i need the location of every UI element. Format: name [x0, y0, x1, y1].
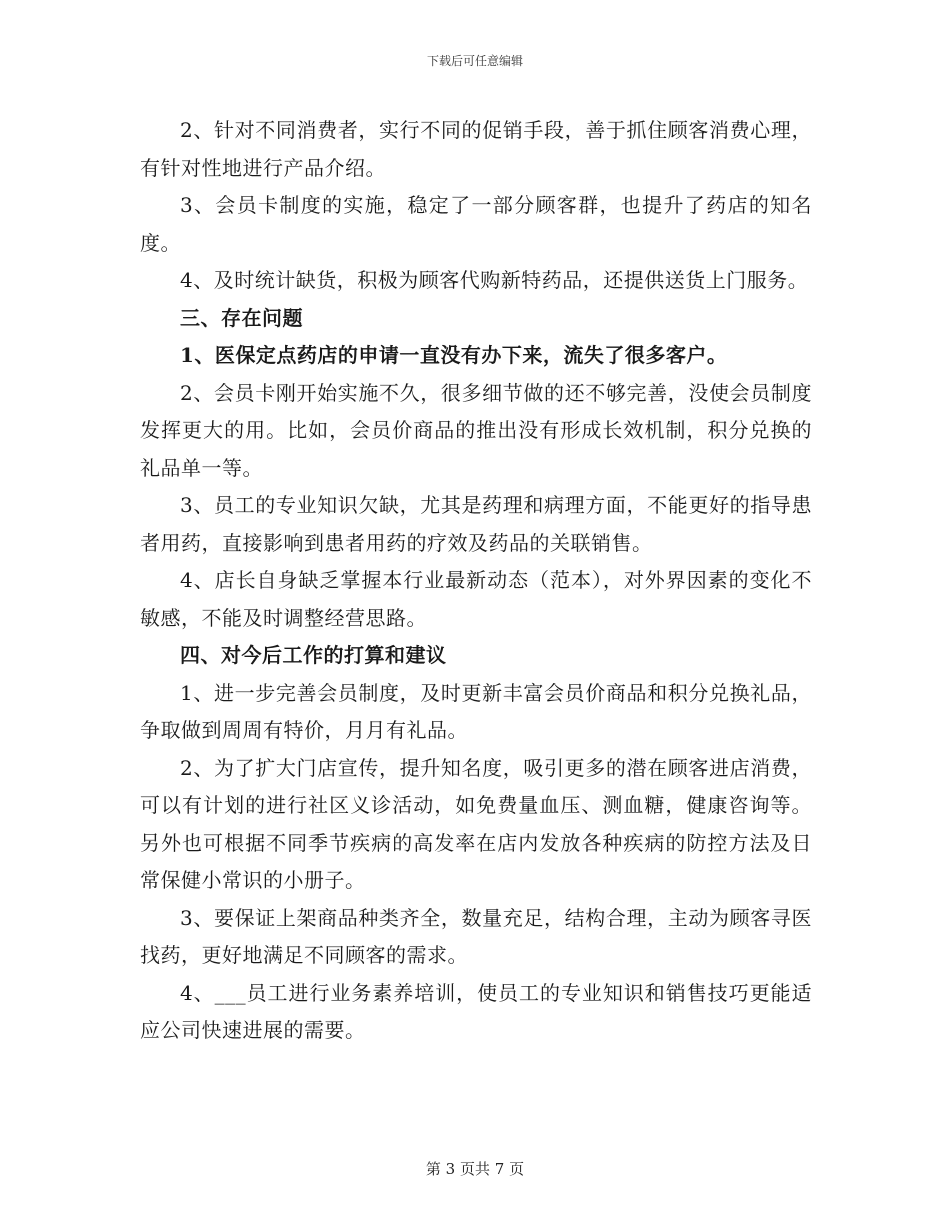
- paragraph: 3、会员卡制度的实施，稳定了一部分顾客群，也提升了药店的知名度。: [140, 193, 812, 255]
- paragraph-bold: 1、医保定点药店的申请一直没有办下来，流失了很多客户。: [180, 343, 728, 367]
- page-number: 第 3 页共 7 页: [425, 1160, 525, 1178]
- paragraph: 1、进一步完善会员制度，及时更新丰富会员价商品和积分兑换礼品，争取做到周周有特价，月月有礼品。: [140, 680, 812, 742]
- paragraph: 4、及时统计缺货，积极为顾客代购新特药品，还提供送货上门服务。: [180, 268, 809, 292]
- paragraph: 2、为了扩大门店宣传，提升知名度，吸引更多的潜在顾客进店消费，可以有计划的进行社区义诊活动，如免费量血压、测血糖，健康咨询等。另外也可根据不同季节疾病的高发率在店内发放各种疾病的防控方法及日常保健小常识的小册子。: [140, 755, 812, 892]
- paragraph: 4、___员工进行业务素养培训，使员工的专业知识和销售技巧更能适应公司快速进展的需要。: [140, 980, 812, 1042]
- paragraph: 2、针对不同消费者，实行不同的促销手段，善于抓住顾客消费心理，有针对性地进行产品介绍。: [140, 118, 812, 180]
- paragraph: 3、要保证上架商品种类齐全，数量充足，结构合理，主动为顾客寻医找药，更好地满足不同顾客的需求。: [140, 905, 812, 967]
- paragraph: 2、会员卡刚开始实施不久，很多细节做的还不够完善，没使会员制度发挥更大的用。比如，会员价商品的推出没有形成长效机制，积分兑换的礼品单一等。: [140, 380, 812, 480]
- paragraph: 4、店长自身缺乏掌握本行业最新动态（范本），对外界因素的变化不敏感，不能及时调整经营思路。: [140, 568, 812, 630]
- paragraph: 3、员工的专业知识欠缺，尤其是药理和病理方面，不能更好的指导患者用药，直接影响到患者用药的疗效及药品的关联销售。: [140, 493, 812, 555]
- section-heading: 四、对今后工作的打算和建议: [180, 643, 447, 667]
- document-body: [140, 112, 812, 1050]
- section-heading: 三、存在问题: [180, 305, 303, 330]
- page-header: 下载后可任意编辑: [426, 54, 523, 68]
